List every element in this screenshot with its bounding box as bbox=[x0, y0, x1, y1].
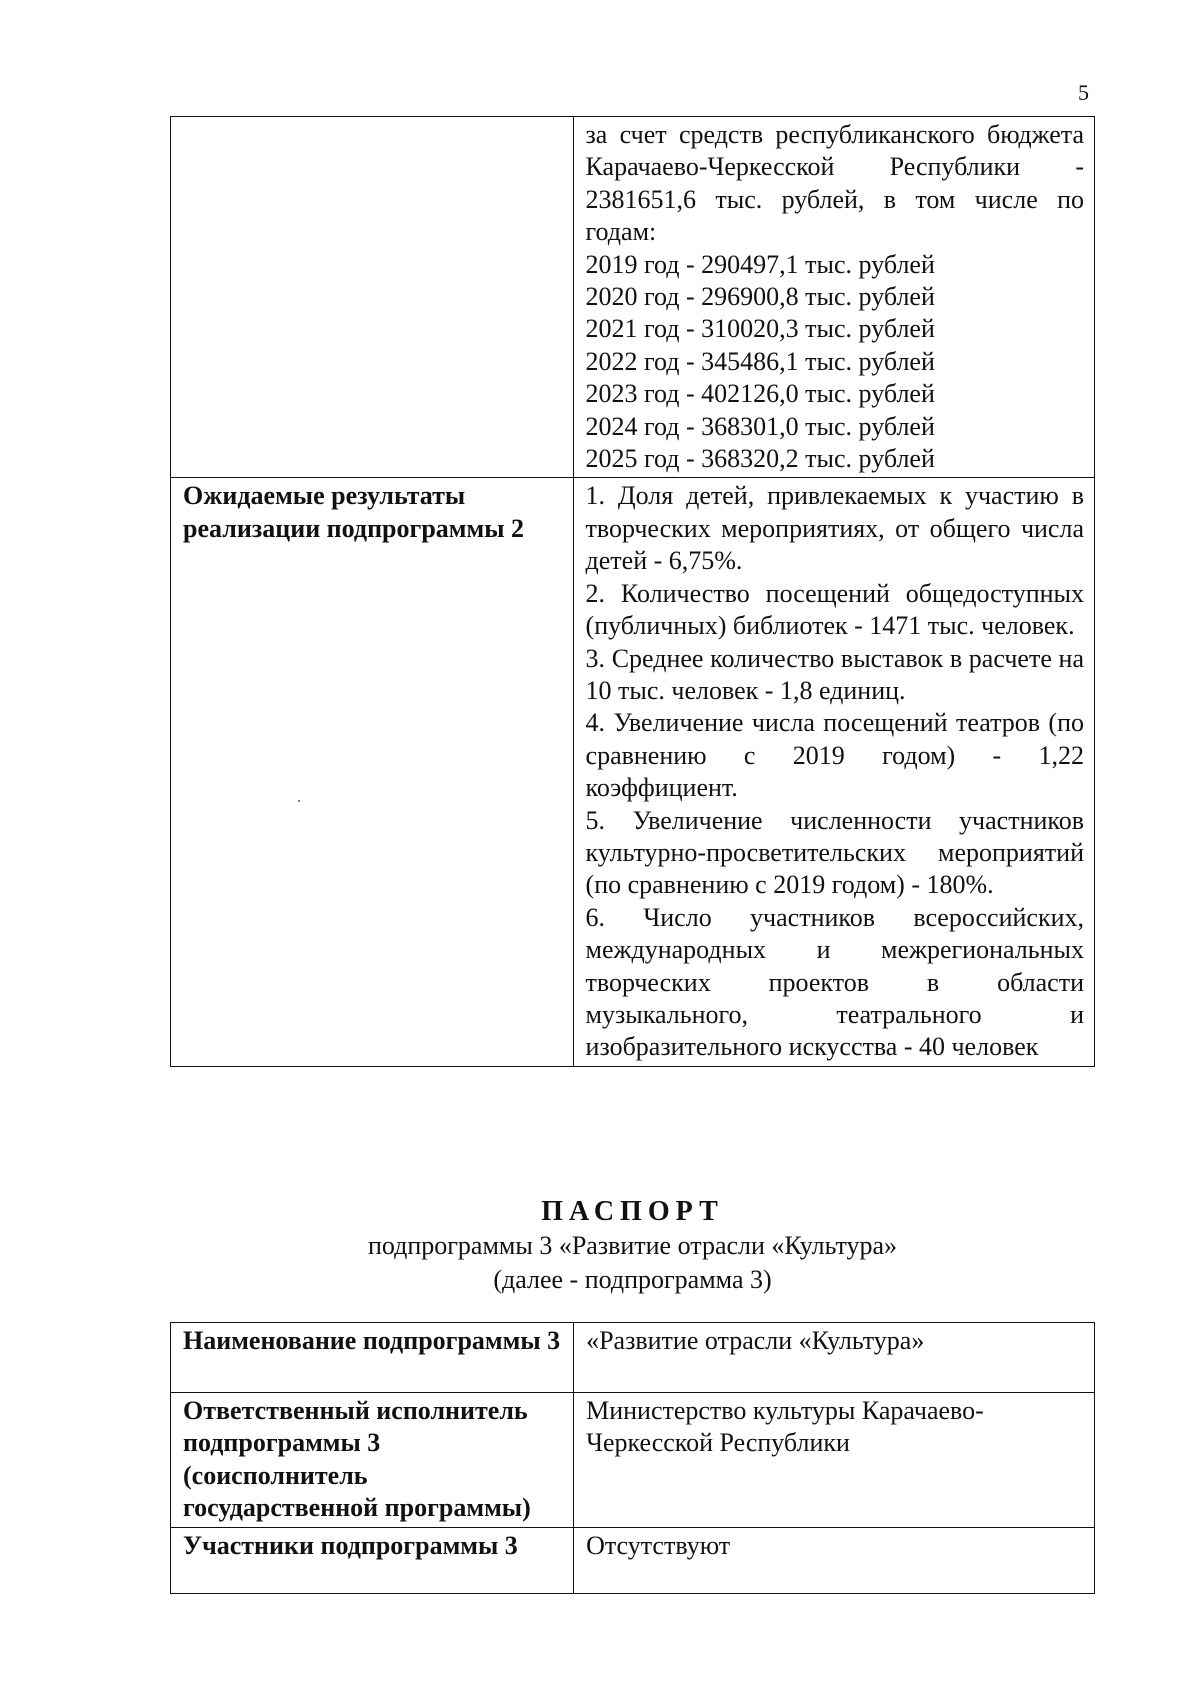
result-item-5: 5. Увеличение численности участников культурно-просветительских мероприятий (по сравнению с 2019 годом) - 180%. bbox=[585, 805, 1084, 900]
result-item-2: 2. Количество посещений общедоступных (публичных) библиотек - 1471 тыс. человек. bbox=[585, 578, 1084, 641]
table-row bbox=[171, 1393, 1095, 1528]
table-row bbox=[171, 1527, 1095, 1593]
subprogram-name-label: Наименование подпрограммы 3 bbox=[171, 1323, 574, 1393]
expected-results-cell bbox=[573, 478, 1094, 1066]
passport-subtitle-line2: (далее - подпрограмма 3) bbox=[493, 1265, 772, 1294]
responsible-executor-label: Ответственный исполнитель подпрограммы 3 (соисполнитель государственной программы) bbox=[171, 1393, 574, 1528]
funding-year-2020: 2020 год - 296900,8 тыс. рублей bbox=[585, 282, 935, 312]
empty-label-cell bbox=[171, 117, 574, 478]
funding-year-2023: 2023 год - 402126,0 тыс. рублей bbox=[585, 379, 935, 409]
subprogram3-passport-table bbox=[170, 1322, 1095, 1594]
funding-year-2022: 2022 год - 345486,1 тыс. рублей bbox=[585, 346, 935, 376]
funding-intro: за счет средств республиканского бюджета Карачаево-Черкесской Республики - 2381651,6 тыс. рублей, в том числе по годам: bbox=[585, 120, 1084, 247]
page-number: 5 bbox=[1078, 80, 1089, 105]
funding-year-2021: 2021 год - 310020,3 тыс. рублей bbox=[585, 314, 935, 344]
scan-speck bbox=[298, 800, 300, 802]
responsible-executor-value: Министерство культуры Карачаево-Черкесской Республики bbox=[574, 1393, 1095, 1528]
result-item-6: 6. Число участников всероссийских, международных и межрегиональных творческих проектов в области музыкального, театрального и изобразительного искусства - 40 человек bbox=[585, 902, 1084, 1062]
passport-subtitle-line1: подпрограммы 3 «Развитие отрасли «Культура» bbox=[367, 1231, 898, 1260]
passport-title: ПАСПОРТ bbox=[541, 1196, 724, 1227]
result-item-4: 4. Увеличение числа посещений театров (по сравнению с 2019 годом) - 1,22 коэффициент. bbox=[585, 708, 1084, 803]
subprogram2-passport-table-continued bbox=[170, 116, 1095, 1067]
table-row bbox=[171, 1323, 1095, 1393]
passport-heading bbox=[170, 1195, 1095, 1297]
table-row bbox=[171, 117, 1095, 478]
participants-value: Отсутствуют bbox=[574, 1527, 1095, 1593]
expected-results-label: Ожидаемые результаты реализации подпрограммы 2 bbox=[171, 478, 574, 1066]
funding-year-2024: 2024 год - 368301,0 тыс. рублей bbox=[585, 411, 935, 441]
funding-year-2025: 2025 год - 368320,2 тыс. рублей bbox=[585, 444, 935, 474]
subprogram-name-value: «Развитие отрасли «Культура» bbox=[574, 1323, 1095, 1393]
funding-year-2019: 2019 год - 290497,1 тыс. рублей bbox=[585, 249, 935, 279]
funding-cell bbox=[573, 117, 1094, 478]
result-item-3: 3. Среднее количество выставок в расчете на 10 тыс. человек - 1,8 единиц. bbox=[585, 643, 1084, 705]
participants-label: Участники подпрограммы 3 bbox=[171, 1527, 574, 1593]
table-row bbox=[171, 478, 1095, 1066]
result-item-1: 1. Доля детей, привлекаемых к участию в творческих мероприятиях, от общего числа детей - 6,75%. bbox=[585, 481, 1084, 576]
